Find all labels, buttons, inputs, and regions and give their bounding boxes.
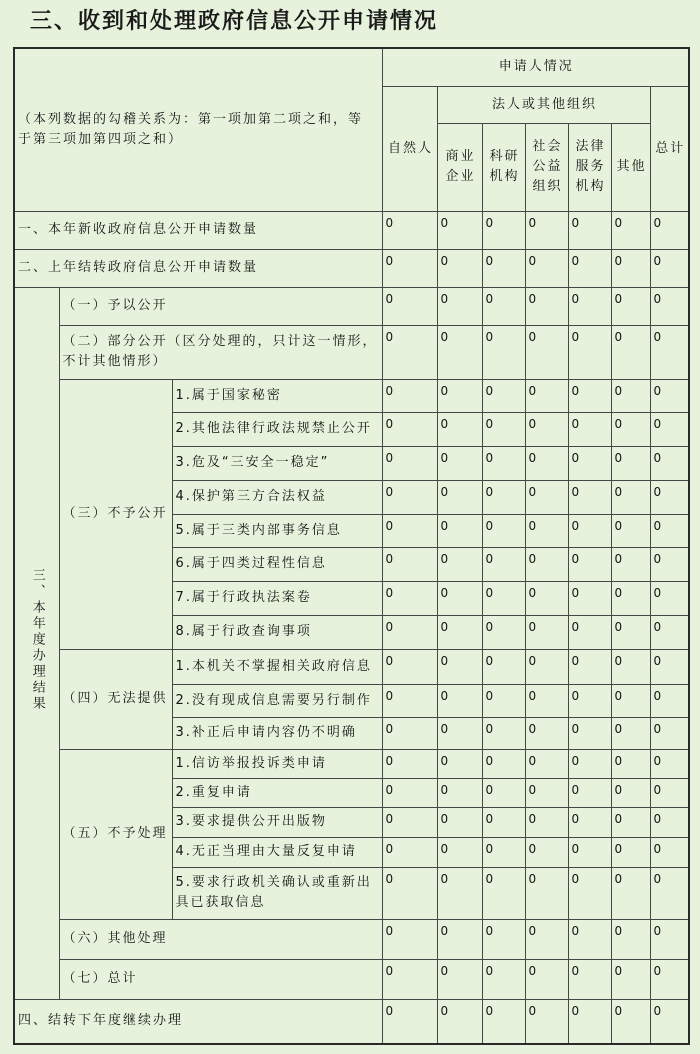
natural-person-value: 0 — [382, 480, 437, 514]
commercial-enterprise-value: 0 — [437, 867, 482, 919]
other-org-value: 0 — [611, 959, 650, 999]
other-org-value: 0 — [611, 446, 650, 480]
other-org-value: 0 — [611, 649, 650, 684]
legal-service-org-value: 0 — [568, 287, 611, 325]
public-welfare-org-value: 0 — [525, 615, 568, 649]
row-label: 6.属于四类过程性信息 — [172, 547, 382, 581]
legal-service-org-value: 0 — [568, 581, 611, 615]
row-label: 5.属于三类内部事务信息 — [172, 514, 382, 547]
other-org-value: 0 — [611, 211, 650, 249]
natural-person-value: 0 — [382, 749, 437, 778]
natural-person-value: 0 — [382, 379, 437, 412]
other-org-value: 0 — [611, 480, 650, 514]
research-institution-value: 0 — [482, 480, 525, 514]
group-label: （五）不予处理 — [59, 749, 172, 919]
row-label: 3.补正后申请内容仍不明确 — [172, 717, 382, 749]
total-value: 0 — [650, 211, 689, 249]
total-value: 0 — [650, 717, 689, 749]
row-label: 3.要求提供公开出版物 — [172, 807, 382, 837]
legal-service-org-value: 0 — [568, 807, 611, 837]
other-org-value: 0 — [611, 837, 650, 867]
commercial-enterprise-value: 0 — [437, 249, 482, 287]
legal-service-org-value: 0 — [568, 379, 611, 412]
other-org-value: 0 — [611, 287, 650, 325]
research-institution-value: 0 — [482, 581, 525, 615]
natural-person-value: 0 — [382, 615, 437, 649]
total-value: 0 — [650, 325, 689, 379]
total-value: 0 — [650, 684, 689, 717]
other-org-value: 0 — [611, 749, 650, 778]
legal-service-org-value: 0 — [568, 867, 611, 919]
public-welfare-org-value: 0 — [525, 514, 568, 547]
public-welfare-org-value: 0 — [525, 249, 568, 287]
group-label: （三）不予公开 — [59, 379, 172, 649]
research-institution-value: 0 — [482, 446, 525, 480]
commercial-enterprise-value: 0 — [437, 379, 482, 412]
public-welfare-org-value: 0 — [525, 649, 568, 684]
row-label: 1.属于国家秘密 — [172, 379, 382, 412]
other-org-value: 0 — [611, 717, 650, 749]
commercial-enterprise-value: 0 — [437, 581, 482, 615]
natural-person-value: 0 — [382, 547, 437, 581]
row-label: （七）总计 — [59, 959, 382, 999]
research-institution-value: 0 — [482, 778, 525, 807]
other-org-value: 0 — [611, 778, 650, 807]
natural-person-value: 0 — [382, 581, 437, 615]
total-value: 0 — [650, 919, 689, 959]
row-label: 2.没有现成信息需要另行制作 — [172, 684, 382, 717]
row-label: 四、结转下年度继续办理 — [14, 999, 382, 1044]
other-org-value: 0 — [611, 325, 650, 379]
natural-person-value: 0 — [382, 211, 437, 249]
commercial-enterprise-header: 商业企业 — [437, 123, 482, 211]
group-label: （四）无法提供 — [59, 649, 172, 749]
public-welfare-org-value: 0 — [525, 837, 568, 867]
legal-service-org-value: 0 — [568, 837, 611, 867]
commercial-enterprise-value: 0 — [437, 412, 482, 446]
legal-service-org-value: 0 — [568, 446, 611, 480]
row-label: （六）其他处理 — [59, 919, 382, 959]
table-row — [14, 287, 689, 325]
row-label: 二、上年结转政府信息公开申请数量 — [14, 249, 382, 287]
total-value: 0 — [650, 547, 689, 581]
commercial-enterprise-value: 0 — [437, 615, 482, 649]
natural-person-value: 0 — [382, 412, 437, 446]
total-value: 0 — [650, 412, 689, 446]
total-value: 0 — [650, 649, 689, 684]
table-row — [14, 211, 689, 249]
public-welfare-org-value: 0 — [525, 325, 568, 379]
natural-person-value: 0 — [382, 999, 437, 1044]
row-label: 4.保护第三方合法权益 — [172, 480, 382, 514]
natural-person-value: 0 — [382, 684, 437, 717]
row-label: 1.本机关不掌握相关政府信息 — [172, 649, 382, 684]
natural-person-value: 0 — [382, 325, 437, 379]
row-label: 5.要求行政机关确认或重新出具已获取信息 — [172, 867, 382, 919]
legal-service-org-value: 0 — [568, 514, 611, 547]
public-welfare-org-value: 0 — [525, 379, 568, 412]
legal-service-org-value: 0 — [568, 547, 611, 581]
research-institution-value: 0 — [482, 837, 525, 867]
legal-service-org-value: 0 — [568, 249, 611, 287]
total-value: 0 — [650, 778, 689, 807]
commercial-enterprise-value: 0 — [437, 778, 482, 807]
other-org-value: 0 — [611, 867, 650, 919]
natural-person-value: 0 — [382, 446, 437, 480]
public-welfare-org-value: 0 — [525, 867, 568, 919]
public-welfare-org-value: 0 — [525, 717, 568, 749]
row-label: （一）予以公开 — [59, 287, 382, 325]
legal-service-org-value: 0 — [568, 919, 611, 959]
commercial-enterprise-value: 0 — [437, 211, 482, 249]
legal-service-org-value: 0 — [568, 325, 611, 379]
row-label: （二）部分公开（区分处理的，只计这一情形，不计其他情形） — [59, 325, 382, 379]
row-label: 4.无正当理由大量反复申请 — [172, 837, 382, 867]
other-org-value: 0 — [611, 615, 650, 649]
research-institution-value: 0 — [482, 325, 525, 379]
table-row — [14, 999, 689, 1044]
total-value: 0 — [650, 867, 689, 919]
research-institution-value: 0 — [482, 919, 525, 959]
natural-person-value: 0 — [382, 867, 437, 919]
other-org-value: 0 — [611, 547, 650, 581]
total-value: 0 — [650, 749, 689, 778]
other-org-value: 0 — [611, 249, 650, 287]
total-value: 0 — [650, 287, 689, 325]
research-institution-value: 0 — [482, 379, 525, 412]
research-institution-value: 0 — [482, 649, 525, 684]
row-label: 1.信访举报投诉类申请 — [172, 749, 382, 778]
row-label: 3.危及“三安全一稳定” — [172, 446, 382, 480]
row-label: 一、本年新收政府信息公开申请数量 — [14, 211, 382, 249]
legal-service-org-value: 0 — [568, 649, 611, 684]
public-welfare-org-value: 0 — [525, 211, 568, 249]
total-value: 0 — [650, 581, 689, 615]
table-row — [14, 749, 689, 778]
natural-person-header: 自然人 — [382, 86, 437, 211]
legal-service-org-value: 0 — [568, 211, 611, 249]
commercial-enterprise-value: 0 — [437, 547, 482, 581]
header-row — [14, 48, 689, 86]
research-institution-value: 0 — [482, 211, 525, 249]
commercial-enterprise-value: 0 — [437, 807, 482, 837]
research-institution-value: 0 — [482, 684, 525, 717]
research-institution-value: 0 — [482, 959, 525, 999]
public-welfare-org-value: 0 — [525, 446, 568, 480]
public-welfare-org-value: 0 — [525, 684, 568, 717]
row-label: 2.重复申请 — [172, 778, 382, 807]
commercial-enterprise-value: 0 — [437, 325, 482, 379]
legal-entity-group-header: 法人或其他组织 — [437, 86, 650, 123]
legal-service-org-value: 0 — [568, 480, 611, 514]
legal-service-org-value: 0 — [568, 778, 611, 807]
research-institution-value: 0 — [482, 514, 525, 547]
commercial-enterprise-value: 0 — [437, 919, 482, 959]
legal-service-org-value: 0 — [568, 749, 611, 778]
commercial-enterprise-value: 0 — [437, 999, 482, 1044]
commercial-enterprise-value: 0 — [437, 649, 482, 684]
total-header: 总计 — [650, 86, 689, 211]
commercial-enterprise-value: 0 — [437, 287, 482, 325]
public-welfare-org-value: 0 — [525, 287, 568, 325]
natural-person-value: 0 — [382, 287, 437, 325]
table-note: （本列数据的勾稽关系为：第一项加第二项之和，等于第三项加第四项之和） — [14, 48, 382, 211]
research-institution-value: 0 — [482, 615, 525, 649]
natural-person-value: 0 — [382, 649, 437, 684]
research-institution-value: 0 — [482, 717, 525, 749]
research-institution-value: 0 — [482, 412, 525, 446]
public-welfare-org-value: 0 — [525, 807, 568, 837]
commercial-enterprise-value: 0 — [437, 749, 482, 778]
results-section-label-text: 三、本年度办理结果 — [29, 567, 45, 712]
commercial-enterprise-value: 0 — [437, 959, 482, 999]
natural-person-value: 0 — [382, 837, 437, 867]
commercial-enterprise-value: 0 — [437, 717, 482, 749]
commercial-enterprise-value: 0 — [437, 446, 482, 480]
public-welfare-org-value: 0 — [525, 778, 568, 807]
natural-person-value: 0 — [382, 249, 437, 287]
other-org-value: 0 — [611, 807, 650, 837]
research-institution-value: 0 — [482, 547, 525, 581]
total-value: 0 — [650, 615, 689, 649]
table-row — [14, 379, 689, 412]
page-title: 三、收到和处理政府信息公开申请情况 — [30, 9, 439, 34]
public-welfare-org-value: 0 — [525, 749, 568, 778]
public-welfare-org-value: 0 — [525, 412, 568, 446]
research-institution-value: 0 — [482, 249, 525, 287]
other-org-value: 0 — [611, 919, 650, 959]
public-welfare-org-value: 0 — [525, 480, 568, 514]
table-row — [14, 249, 689, 287]
commercial-enterprise-value: 0 — [437, 514, 482, 547]
row-label: 2.其他法律行政法规禁止公开 — [172, 412, 382, 446]
total-value: 0 — [650, 837, 689, 867]
other-org-value: 0 — [611, 514, 650, 547]
table-row — [14, 325, 689, 379]
table-row — [14, 649, 689, 684]
research-institution-value: 0 — [482, 867, 525, 919]
total-value: 0 — [650, 249, 689, 287]
total-value: 0 — [650, 446, 689, 480]
commercial-enterprise-value: 0 — [437, 480, 482, 514]
natural-person-value: 0 — [382, 959, 437, 999]
legal-service-org-value: 0 — [568, 684, 611, 717]
public-welfare-org-value: 0 — [525, 581, 568, 615]
legal-service-org-value: 0 — [568, 412, 611, 446]
research-institution-value: 0 — [482, 287, 525, 325]
public-welfare-org-header: 社会公益组织 — [525, 123, 568, 211]
table-row — [14, 919, 689, 959]
legal-service-org-value: 0 — [568, 615, 611, 649]
results-section-label — [14, 287, 59, 999]
table-row — [14, 959, 689, 999]
commercial-enterprise-value: 0 — [437, 837, 482, 867]
total-value: 0 — [650, 514, 689, 547]
total-value: 0 — [650, 807, 689, 837]
row-label: 8.属于行政查询事项 — [172, 615, 382, 649]
research-institution-value: 0 — [482, 749, 525, 778]
other-org-value: 0 — [611, 999, 650, 1044]
legal-service-org-value: 0 — [568, 999, 611, 1044]
other-org-value: 0 — [611, 684, 650, 717]
other-org-header: 其他 — [611, 123, 650, 211]
natural-person-value: 0 — [382, 514, 437, 547]
research-institution-value: 0 — [482, 807, 525, 837]
natural-person-value: 0 — [382, 717, 437, 749]
applicant-group-header: 申请人情况 — [382, 48, 689, 86]
natural-person-value: 0 — [382, 919, 437, 959]
disclosure-requests-table — [13, 47, 690, 1045]
total-value: 0 — [650, 480, 689, 514]
research-institution-value: 0 — [482, 999, 525, 1044]
research-institution-header: 科研机构 — [482, 123, 525, 211]
other-org-value: 0 — [611, 581, 650, 615]
public-welfare-org-value: 0 — [525, 999, 568, 1044]
public-welfare-org-value: 0 — [525, 959, 568, 999]
legal-service-org-value: 0 — [568, 959, 611, 999]
total-value: 0 — [650, 959, 689, 999]
public-welfare-org-value: 0 — [525, 547, 568, 581]
total-value: 0 — [650, 999, 689, 1044]
public-welfare-org-value: 0 — [525, 919, 568, 959]
natural-person-value: 0 — [382, 778, 437, 807]
legal-service-org-header: 法律服务机构 — [568, 123, 611, 211]
other-org-value: 0 — [611, 379, 650, 412]
legal-service-org-value: 0 — [568, 717, 611, 749]
total-value: 0 — [650, 379, 689, 412]
row-label: 7.属于行政执法案卷 — [172, 581, 382, 615]
commercial-enterprise-value: 0 — [437, 684, 482, 717]
natural-person-value: 0 — [382, 807, 437, 837]
other-org-value: 0 — [611, 412, 650, 446]
